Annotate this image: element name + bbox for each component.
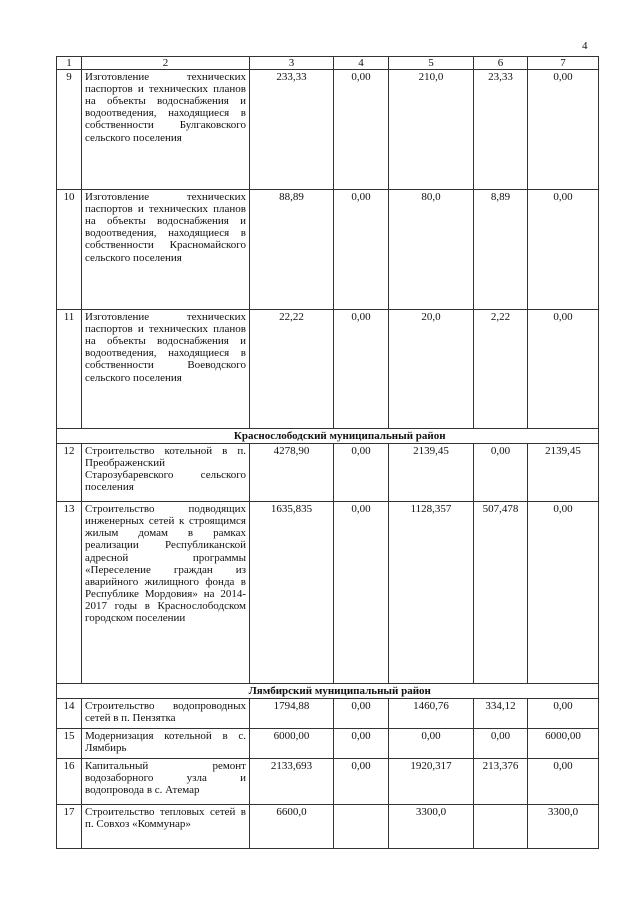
value-col-4 — [334, 805, 389, 849]
row-number: 14 — [57, 699, 82, 729]
value-col-4: 0,00 — [334, 699, 389, 729]
value-col-6 — [474, 805, 528, 849]
section-blank-cell — [57, 684, 82, 699]
value-col-7: 2139,45 — [528, 444, 599, 502]
value-col-4: 0,00 — [334, 190, 389, 310]
value-col-4: 0,00 — [334, 729, 389, 759]
value-col-5: 210,0 — [389, 70, 474, 190]
table-row — [57, 805, 599, 849]
row-number: 16 — [57, 759, 82, 805]
value-col-4: 0,00 — [334, 759, 389, 805]
row-number: 15 — [57, 729, 82, 759]
row-description: Строительство котельной в п. Преображенский Старозубаревского сельского поселения — [82, 444, 250, 502]
row-number: 9 — [57, 70, 82, 190]
section-title: Лямбирский муниципальный район — [82, 684, 599, 699]
section-header-row — [57, 429, 599, 444]
value-col-6: 213,376 — [474, 759, 528, 805]
table-row — [57, 502, 599, 684]
value-col-4: 0,00 — [334, 310, 389, 429]
page-number: 4 — [582, 40, 588, 52]
value-col-6: 8,89 — [474, 190, 528, 310]
row-number: 10 — [57, 190, 82, 310]
value-col-7: 6000,00 — [528, 729, 599, 759]
value-col-6: 0,00 — [474, 444, 528, 502]
total-cost: 4278,90 — [250, 444, 334, 502]
value-col-6: 2,22 — [474, 310, 528, 429]
total-cost: 88,89 — [250, 190, 334, 310]
row-number: 17 — [57, 805, 82, 849]
header-cell: 5 — [389, 57, 474, 70]
value-col-6: 507,478 — [474, 502, 528, 684]
total-cost: 22,22 — [250, 310, 334, 429]
value-col-4: 0,00 — [334, 444, 389, 502]
total-cost: 6600,0 — [250, 805, 334, 849]
value-col-6: 0,00 — [474, 729, 528, 759]
value-col-7: 3300,0 — [528, 805, 599, 849]
row-description: Изготовление технических паспортов и технических планов на объекты водоснабжения и водоотведения, находящиеся в собственности Булгаковского сельского поселения — [82, 70, 250, 190]
table-row — [57, 310, 599, 429]
column-number-header-row — [57, 57, 599, 70]
value-col-5: 3300,0 — [389, 805, 474, 849]
value-col-6: 23,33 — [474, 70, 528, 190]
row-description: Строительство тепловых сетей в п. Совхоз «Коммунар» — [82, 805, 250, 849]
row-description: Модернизация котельной в с. Лямбирь — [82, 729, 250, 759]
header-cell: 1 — [57, 57, 82, 70]
program-table — [56, 56, 599, 849]
header-cell: 2 — [82, 57, 250, 70]
table-row — [57, 444, 599, 502]
row-number: 11 — [57, 310, 82, 429]
value-col-5: 1460,76 — [389, 699, 474, 729]
row-number: 12 — [57, 444, 82, 502]
header-cell: 4 — [334, 57, 389, 70]
value-col-5: 1920,317 — [389, 759, 474, 805]
value-col-5: 80,0 — [389, 190, 474, 310]
table-row — [57, 729, 599, 759]
value-col-4: 0,00 — [334, 502, 389, 684]
header-cell: 6 — [474, 57, 528, 70]
table-row — [57, 759, 599, 805]
value-col-5: 0,00 — [389, 729, 474, 759]
value-col-7: 0,00 — [528, 310, 599, 429]
value-col-7: 0,00 — [528, 70, 599, 190]
row-description: Строительство водопроводных сетей в п. Пензятка — [82, 699, 250, 729]
header-cell: 7 — [528, 57, 599, 70]
row-description: Строительство подводящих инженерных сетей к строящимся жилым домам в рамках реализации Республиканской адресной программы «Переселение граждан из аварийного жилищного фонда в Республике Мордовия» на 2014-2017 годы в Краснослободском городском поселении — [82, 502, 250, 684]
value-col-7: 0,00 — [528, 502, 599, 684]
section-header-row — [57, 684, 599, 699]
value-col-7: 0,00 — [528, 699, 599, 729]
table-row — [57, 70, 599, 190]
value-col-5: 20,0 — [389, 310, 474, 429]
section-blank-cell — [57, 429, 82, 444]
value-col-4: 0,00 — [334, 70, 389, 190]
row-description: Изготовление технических паспортов и технических планов на объекты водоснабжения и водоотведения, находящиеся в собственности Воеводского сельского поселения — [82, 310, 250, 429]
section-title: Краснослободский муниципальный район — [82, 429, 599, 444]
total-cost: 2133,693 — [250, 759, 334, 805]
table-row — [57, 190, 599, 310]
value-col-7: 0,00 — [528, 759, 599, 805]
header-cell: 3 — [250, 57, 334, 70]
row-number: 13 — [57, 502, 82, 684]
total-cost: 6000,00 — [250, 729, 334, 759]
value-col-5: 1128,357 — [389, 502, 474, 684]
row-description: Изготовление технических паспортов и технических планов на объекты водоснабжения и водоотведения, находящиеся в собственности Красномайского сельского поселения — [82, 190, 250, 310]
row-description: Капитальный ремонт водозаборного узла и водопровода в с. Атемар — [82, 759, 250, 805]
value-col-7: 0,00 — [528, 190, 599, 310]
total-cost: 1635,835 — [250, 502, 334, 684]
total-cost: 1794,88 — [250, 699, 334, 729]
table-row — [57, 699, 599, 729]
value-col-6: 334,12 — [474, 699, 528, 729]
value-col-5: 2139,45 — [389, 444, 474, 502]
total-cost: 233,33 — [250, 70, 334, 190]
